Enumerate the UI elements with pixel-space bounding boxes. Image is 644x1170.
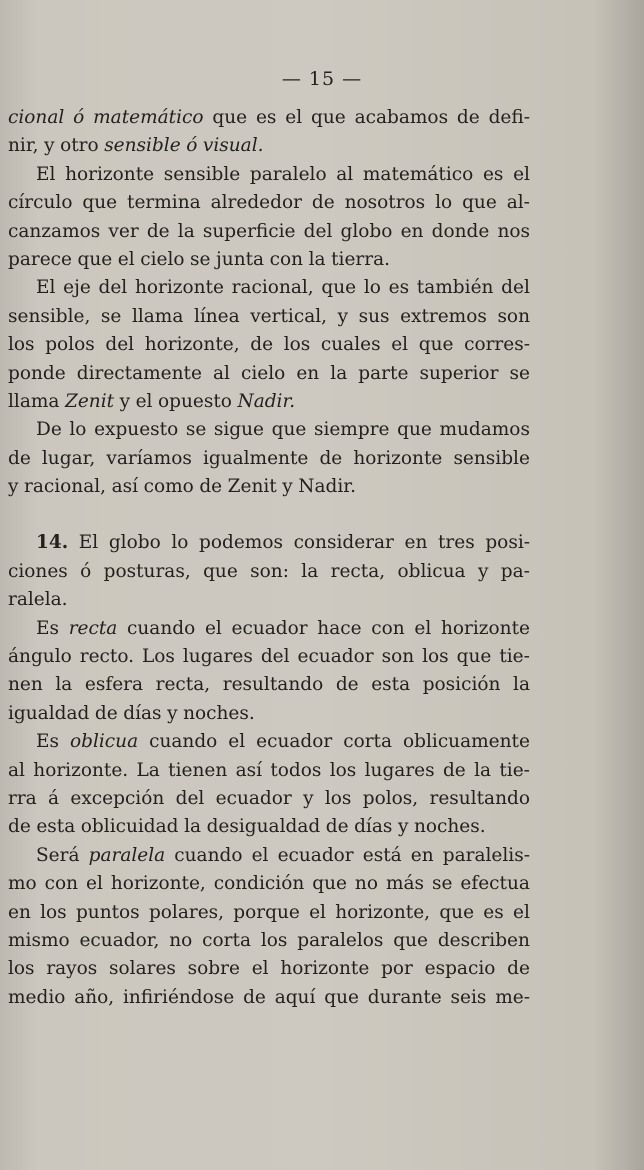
word: pa- — [500, 560, 530, 582]
word: racional, — [24, 476, 107, 498]
word: ecuador — [256, 731, 333, 753]
word: horizonte — [134, 277, 224, 299]
text-line — [8, 870, 530, 898]
word: con — [44, 873, 79, 895]
word: de — [243, 986, 266, 1008]
word: ecuador — [215, 787, 292, 809]
word: globo — [108, 532, 161, 554]
word: ralela. — [8, 589, 68, 611]
word: no — [354, 873, 378, 895]
word: cielo — [140, 248, 185, 270]
word: los — [422, 646, 449, 668]
word: aquí — [274, 986, 316, 1008]
word: la — [177, 220, 195, 242]
word: ó — [73, 107, 85, 128]
word: cuando — [149, 731, 218, 753]
word: días — [354, 816, 393, 838]
word: Los — [141, 646, 175, 668]
word: ó — [80, 560, 92, 582]
word: el — [86, 873, 103, 895]
word: ó — [186, 135, 198, 157]
word: polos — [45, 334, 95, 356]
word: desigualdad — [206, 816, 321, 838]
text-line — [8, 246, 530, 274]
word: durante — [367, 986, 442, 1008]
word: por — [381, 958, 413, 980]
text-line — [8, 586, 530, 614]
word: vertical, — [250, 305, 328, 327]
text-line — [8, 842, 530, 870]
word: polos, — [362, 787, 419, 809]
word: que — [393, 929, 428, 951]
text-line — [8, 189, 530, 217]
word: matemático — [93, 107, 204, 128]
word: oblicua — [397, 560, 466, 582]
text-line — [8, 813, 530, 841]
text-line — [8, 473, 530, 501]
word: Nadir. — [298, 476, 356, 498]
word: en — [296, 362, 320, 384]
word: son: — [250, 560, 289, 582]
word: El — [36, 277, 56, 299]
word: días — [123, 702, 162, 724]
word: horizonte, — [335, 901, 431, 923]
word: son — [497, 305, 530, 327]
word: el — [513, 163, 530, 185]
word: nen — [8, 674, 43, 696]
word: el — [309, 901, 326, 923]
word: lugares — [182, 646, 253, 668]
word: recta — [68, 617, 118, 639]
word: los — [40, 901, 67, 923]
word: la — [184, 816, 202, 838]
word: resultando — [222, 674, 324, 696]
word: llama — [131, 305, 184, 327]
word: recto. — [79, 646, 135, 668]
word: que — [397, 419, 432, 441]
word: medio — [8, 986, 66, 1008]
word: y — [477, 560, 489, 582]
word: ciones — [8, 560, 68, 582]
word: tienen — [168, 759, 228, 781]
word: y — [303, 787, 314, 809]
text-line — [8, 615, 530, 643]
word: ecuador — [277, 844, 354, 866]
word: tierra. — [331, 248, 390, 270]
word: como — [143, 476, 194, 498]
text-line — [8, 388, 530, 416]
word: la — [330, 362, 348, 384]
word: porque — [233, 901, 300, 923]
word: posi- — [485, 532, 530, 554]
word: que — [456, 646, 492, 668]
word: 14. — [36, 532, 69, 554]
text-line — [8, 416, 530, 444]
word: en — [8, 901, 31, 923]
word: y — [282, 476, 293, 498]
word: el — [391, 334, 409, 356]
word: esta — [36, 816, 76, 838]
word: sensible — [453, 447, 530, 469]
word: de — [325, 816, 349, 838]
word: paralela — [88, 844, 166, 866]
word: corres- — [464, 334, 530, 356]
word: el — [251, 958, 269, 980]
text-line — [8, 104, 530, 132]
word: corta — [343, 731, 393, 753]
word: los — [283, 334, 311, 356]
word: horizonte. — [33, 759, 129, 781]
word: de — [311, 192, 335, 214]
word: tie- — [499, 759, 530, 781]
word: que — [321, 277, 357, 299]
word: más — [385, 873, 425, 895]
text-line — [8, 955, 530, 983]
text-line — [8, 161, 530, 189]
word: así — [111, 476, 139, 498]
word: con — [371, 617, 405, 639]
word: cuales — [320, 334, 381, 356]
body-text — [8, 104, 530, 1012]
word: que — [271, 419, 307, 441]
section-gap — [8, 501, 530, 529]
word: eje — [63, 277, 91, 299]
word: sensible, — [8, 305, 91, 327]
word: seis — [450, 986, 487, 1008]
word: de — [335, 674, 359, 696]
word: horizonte, — [144, 334, 240, 356]
word: oblicua — [69, 731, 139, 753]
word: año, — [74, 986, 115, 1008]
word: la — [301, 560, 319, 582]
word: rra — [8, 787, 37, 809]
word: Zenit — [64, 390, 115, 412]
word: excepción — [70, 787, 165, 809]
text-line — [8, 899, 530, 927]
word: el — [117, 248, 135, 270]
word: puntos — [75, 901, 140, 923]
word: lugares — [364, 759, 435, 781]
word: opuesto — [158, 390, 232, 412]
text-line — [8, 757, 530, 785]
text-line — [8, 558, 530, 586]
word: corta — [202, 929, 251, 951]
word: que — [418, 334, 454, 356]
word: horizonte — [353, 447, 443, 469]
word: mudamos — [439, 419, 530, 441]
word: termina — [127, 192, 201, 214]
word: sensible — [104, 135, 181, 157]
word: línea — [193, 305, 240, 327]
word: y — [397, 816, 409, 838]
word: resultando — [429, 787, 530, 809]
word: el — [513, 901, 530, 923]
word: que — [82, 192, 118, 214]
text-line — [8, 218, 530, 246]
word: de — [146, 220, 170, 242]
word: llama — [8, 390, 60, 412]
word: posturas, — [103, 560, 191, 582]
word: de — [507, 958, 530, 980]
text-line — [8, 274, 530, 302]
word: se — [509, 362, 530, 384]
text-line — [8, 445, 530, 473]
word: los — [324, 787, 352, 809]
text-line — [8, 785, 530, 813]
word: Es — [36, 731, 59, 753]
word: Nadir. — [237, 390, 296, 412]
word: cuando — [127, 617, 196, 639]
word: ver — [108, 220, 139, 242]
word: de — [94, 702, 118, 724]
word: recta, — [155, 674, 211, 696]
word: de — [250, 334, 274, 356]
word: lo — [363, 277, 381, 299]
word: del — [303, 220, 333, 242]
word: Es — [36, 617, 59, 639]
word: El — [36, 163, 56, 185]
word: de — [199, 476, 223, 498]
word: del — [105, 334, 135, 356]
word: igualdad — [8, 702, 90, 724]
word: acabamos — [354, 107, 449, 128]
word: el — [414, 617, 432, 639]
word: que — [324, 986, 359, 1008]
word: así — [235, 759, 263, 781]
word: alrededor — [210, 192, 302, 214]
word: junta — [216, 248, 265, 270]
word: en — [404, 532, 428, 554]
word: la — [55, 674, 73, 696]
word: igualmente — [202, 447, 309, 469]
word: La — [136, 759, 160, 781]
word: El — [78, 532, 99, 554]
word: parece — [8, 248, 72, 270]
text-line — [8, 529, 530, 557]
word: al — [336, 163, 354, 185]
word: directamente — [76, 362, 202, 384]
word: globo — [340, 220, 393, 242]
word: espacio — [424, 958, 496, 980]
word: y — [8, 476, 19, 498]
word: también — [416, 277, 494, 299]
word: ponde — [8, 362, 66, 384]
word: se — [100, 305, 122, 327]
word: me- — [495, 986, 530, 1008]
word: son — [381, 646, 415, 668]
word: tie- — [499, 646, 530, 668]
text-line — [8, 132, 530, 160]
word: el — [251, 844, 269, 866]
word: que — [212, 107, 248, 128]
word: posición — [422, 674, 501, 696]
word: el — [204, 617, 222, 639]
word: que — [312, 873, 347, 895]
word: recta, — [330, 560, 386, 582]
text-line — [8, 728, 530, 756]
text-line — [8, 700, 530, 728]
word: sus — [358, 305, 390, 327]
word: nosotros — [344, 192, 426, 214]
word: del — [501, 277, 530, 299]
word: expuesto — [94, 419, 179, 441]
word: los — [260, 929, 288, 951]
word: defi- — [488, 107, 530, 128]
word: De — [36, 419, 62, 441]
word: al- — [506, 192, 530, 214]
word: en — [400, 220, 424, 242]
word: con — [269, 248, 304, 270]
word: de — [8, 447, 31, 469]
word: noches. — [183, 702, 255, 724]
word: y — [44, 135, 55, 157]
word: tres — [438, 532, 475, 554]
word: superior — [419, 362, 499, 384]
word: cuando — [174, 844, 243, 866]
word: lo — [69, 419, 87, 441]
word: que — [439, 901, 475, 923]
word: de — [456, 107, 480, 128]
word: paralelos — [297, 929, 384, 951]
word: varíamos — [106, 447, 192, 469]
word: Será — [36, 844, 80, 866]
word: se — [185, 419, 207, 441]
word: describen — [437, 929, 530, 951]
word: el — [285, 107, 303, 128]
word: noches. — [413, 816, 486, 838]
word: superficie — [202, 220, 296, 242]
word: el — [135, 390, 153, 412]
text-line — [8, 303, 530, 331]
word: no — [169, 929, 193, 951]
word: rayos — [46, 958, 98, 980]
word: horizonte, — [110, 873, 206, 895]
text-line — [8, 360, 530, 388]
word: en — [410, 844, 434, 866]
word: es — [482, 163, 504, 185]
word: racional, — [231, 277, 314, 299]
word: ángulo — [8, 646, 72, 668]
word: ecuador — [297, 646, 374, 668]
text-line — [8, 671, 530, 699]
word: del — [98, 277, 128, 299]
word: que — [203, 560, 238, 582]
word: sensible — [163, 163, 241, 185]
word: esfera — [84, 674, 144, 696]
word: que — [77, 248, 113, 270]
word: es — [255, 107, 277, 128]
word: se — [432, 873, 453, 895]
word: Zenit — [227, 476, 277, 498]
word: es — [483, 901, 504, 923]
text-line — [8, 927, 530, 955]
word: lugar, — [41, 447, 96, 469]
word: la — [308, 248, 326, 270]
word: está — [362, 844, 402, 866]
word: círculo — [8, 192, 73, 214]
word: parte — [358, 362, 409, 384]
page-number: — 15 — — [281, 68, 363, 90]
word: sigue — [213, 419, 265, 441]
word: á — [48, 787, 60, 809]
word: solares — [109, 958, 176, 980]
word: condición — [213, 873, 305, 895]
text-line — [8, 331, 530, 359]
word: canzamos — [8, 220, 101, 242]
word: oblicuamente — [403, 731, 530, 753]
word: que — [311, 107, 346, 128]
word: de — [442, 759, 466, 781]
word: otro — [60, 135, 99, 157]
word: hace — [317, 617, 362, 639]
word: mo — [8, 873, 37, 895]
word: polares, — [148, 901, 225, 923]
word: cional — [8, 107, 65, 128]
word: nir, — [8, 135, 39, 157]
word: paralelo — [249, 163, 327, 185]
word: extremos — [400, 305, 487, 327]
word: y — [119, 390, 131, 412]
word: lo — [435, 192, 453, 214]
word: esta — [371, 674, 411, 696]
word: se — [190, 248, 211, 270]
word: ecuador, — [79, 929, 160, 951]
word: lo — [171, 532, 189, 554]
word: oblicuidad — [80, 816, 179, 838]
word: nos — [497, 220, 530, 242]
word: los — [8, 334, 35, 356]
word: es — [388, 277, 410, 299]
word: del — [175, 787, 205, 809]
word: la — [474, 759, 492, 781]
word: al — [212, 362, 230, 384]
word: de — [8, 816, 31, 838]
word: visual. — [202, 135, 264, 157]
text-line — [8, 643, 530, 671]
word: los — [8, 958, 35, 980]
word: cielo — [241, 362, 286, 384]
word: que — [462, 192, 497, 214]
word: los — [329, 759, 357, 781]
word: siempre — [313, 419, 390, 441]
word: y — [337, 305, 349, 327]
word: el — [228, 731, 246, 753]
word: mismo — [8, 929, 70, 951]
word: al — [8, 759, 25, 781]
word: podemos — [199, 532, 283, 554]
word: efectua — [460, 873, 530, 895]
word: ecuador — [231, 617, 308, 639]
word: donde — [431, 220, 490, 242]
word: considerar — [293, 532, 394, 554]
word: y — [167, 702, 178, 724]
word: horizonte — [65, 163, 155, 185]
word: matemático — [362, 163, 474, 185]
word: paralelis- — [442, 844, 530, 866]
text-line — [8, 984, 530, 1012]
word: horizonte — [440, 617, 530, 639]
word: infiriéndose — [123, 986, 235, 1008]
word: del — [260, 646, 290, 668]
word: la — [513, 674, 530, 696]
word: todos — [270, 759, 322, 781]
word: horizonte — [280, 958, 370, 980]
word: de — [319, 447, 343, 469]
word: sobre — [187, 958, 240, 980]
